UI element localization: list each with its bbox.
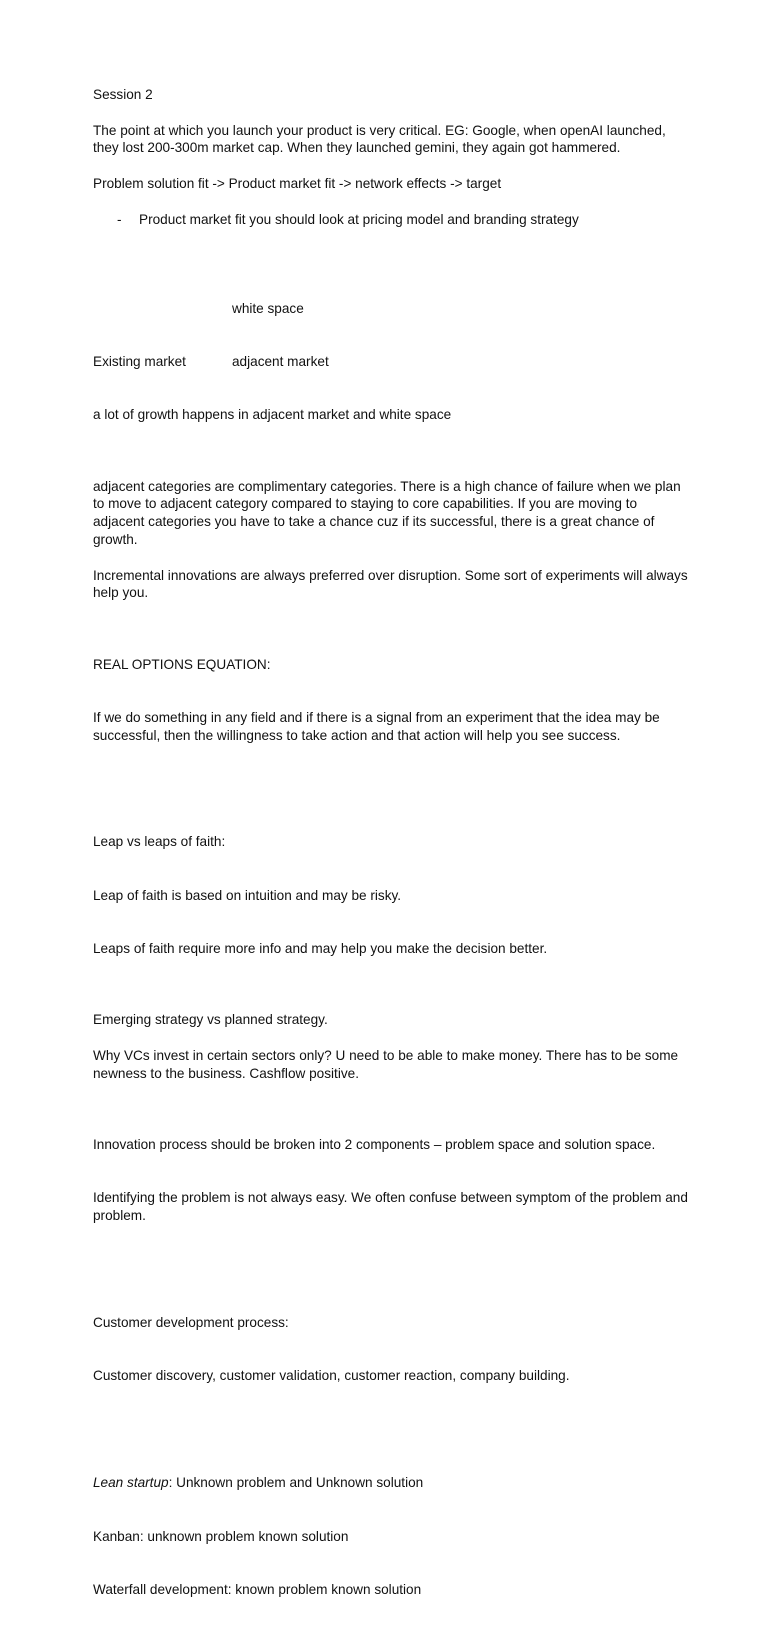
leap-title: Leap vs leaps of faith: (93, 834, 226, 850)
lean-startup-label: Lean startup (93, 1475, 169, 1491)
paragraph-strategy: Emerging strategy vs planned strategy. (93, 1012, 328, 1028)
real-options-body: If we do something in any field and if there is a signal from an experiment that the idea may be successful, then the willingness to take action and that action will help you see success. (93, 709, 664, 743)
market-grid (93, 264, 688, 460)
bullet-item (93, 211, 688, 229)
paragraph-fit-sequence: Problem solution fit -> Product market fit -> network effects -> target (93, 175, 502, 191)
paragraph-vc-invest: Why VCs invest in certain sectors only? U need to be able to make money. There has to be some newness to the business. Cashflow positive. (93, 1048, 682, 1081)
market-row (93, 353, 688, 371)
real-options-section (93, 620, 688, 780)
innovation-section (93, 1100, 692, 1260)
methods-section (93, 1439, 688, 1634)
waterfall-line: Waterfall development: known problem known solution (93, 1581, 422, 1597)
session-heading: Session 2 (93, 87, 153, 102)
customer-development-title: Customer development process: (93, 1314, 289, 1330)
leap-section (93, 798, 688, 994)
paragraph-incremental-innovation: Incremental innovations are always preferred over disruption. Some sort of experiments will always help you. (93, 567, 692, 601)
kanban-line: Kanban: unknown problem known solution (93, 1528, 349, 1544)
leap-line-2: Leaps of faith require more info and may help you make the decision better. (93, 941, 548, 957)
growth-note: a lot of growth happens in adjacent market and white space (93, 407, 452, 423)
bullet-dash: - (117, 211, 122, 227)
bullet-text: Product market fit you should look at pricing model and branding strategy (139, 211, 579, 227)
adjacent-market-label: adjacent market (232, 353, 329, 369)
lean-startup-line (93, 1474, 688, 1492)
existing-market-label: Existing market (93, 353, 186, 369)
lean-startup-desc: : Unknown problem and Unknown solution (168, 1475, 424, 1491)
white-space-label: white space (232, 300, 304, 316)
customer-development-body: Customer discovery, customer validation, customer reaction, company building. (93, 1368, 570, 1384)
paragraph-adjacent-categories: adjacent categories are complimentary categories. There is a high chance of failure when we plan to move to adjacent category compared to staying to core capabilities. If you are moving to adjacent categories you have to take a chance cuz if its successful, there is a great chance of growth. (93, 478, 685, 547)
leap-line-1: Leap of faith is based on intuition and may be risky. (93, 887, 402, 903)
paragraph-launch-timing: The point at which you launch your product is very critical. EG: Google, when openAI launched, they lost 200-300m market cap. When they launched gemini, they again got hammered. (93, 122, 670, 156)
real-options-title: REAL OPTIONS EQUATION: (93, 656, 271, 672)
customer-development-section (93, 1278, 688, 1420)
innovation-line-1: Innovation process should be broken into 2 components – problem space and solution space. (93, 1137, 656, 1153)
innovation-line-2: Identifying the problem is not always easy. We often confuse between symptom of the problem and problem. (93, 1190, 692, 1224)
